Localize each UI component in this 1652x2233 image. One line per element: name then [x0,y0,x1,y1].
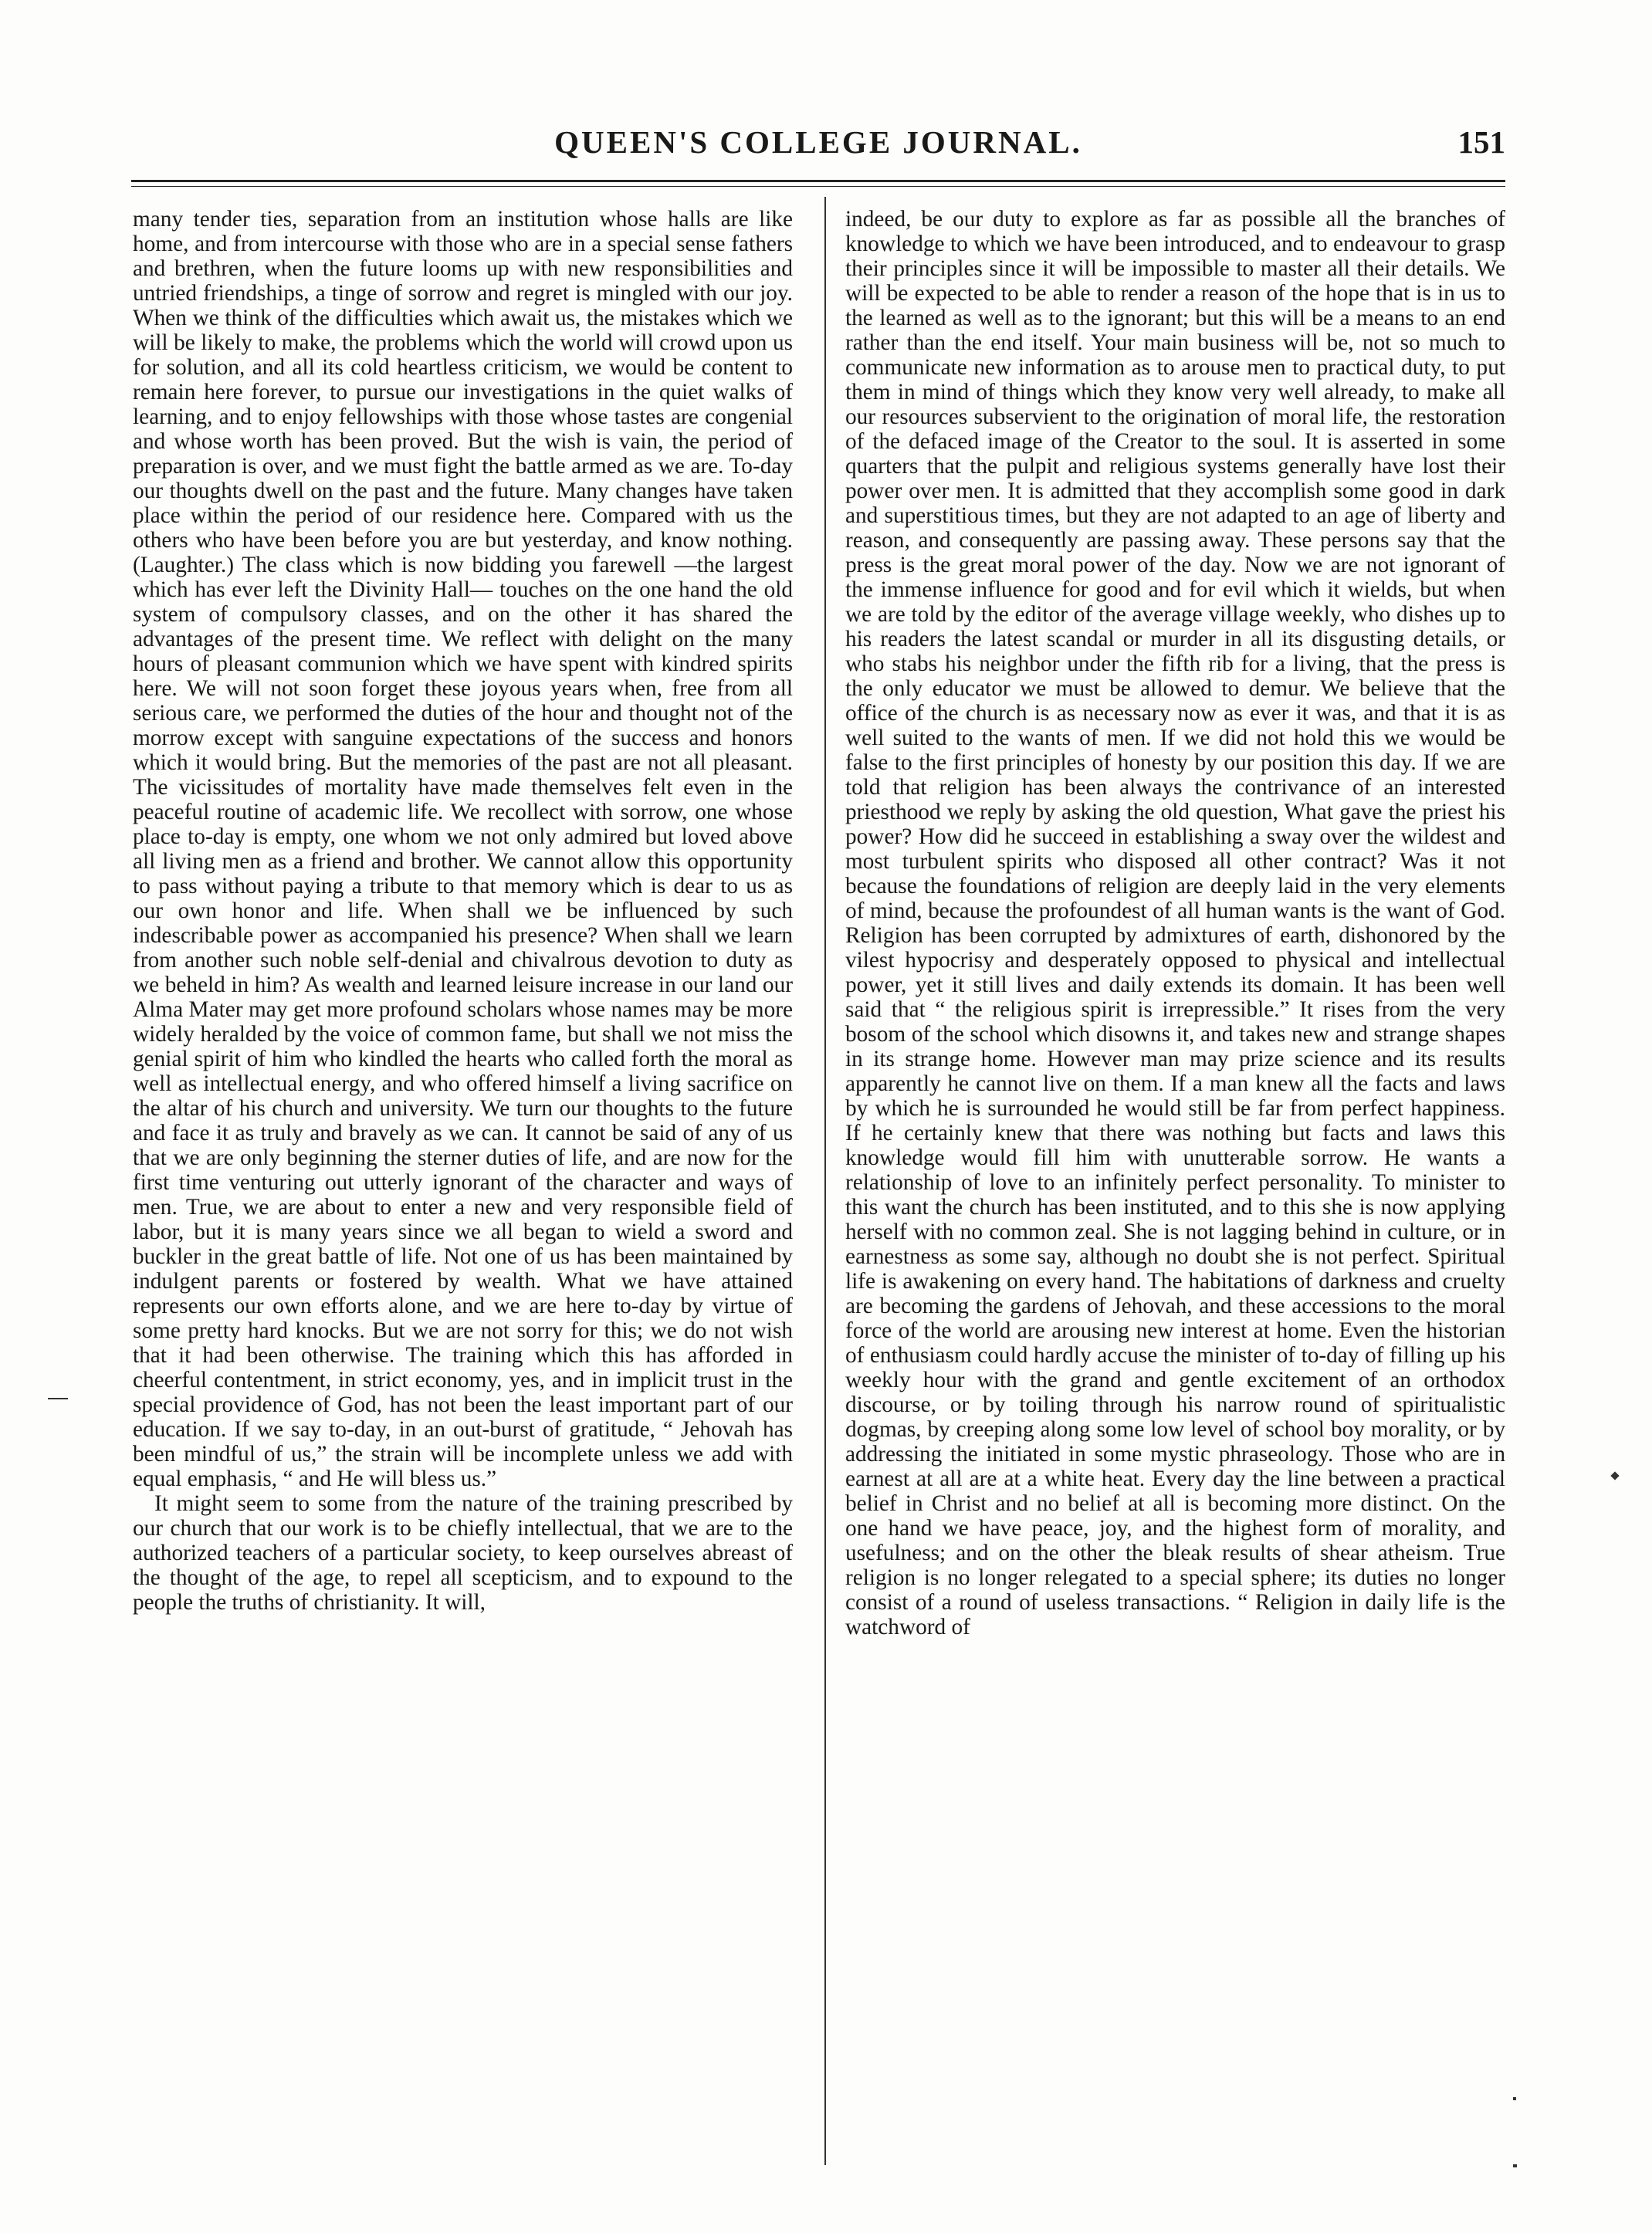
speck-2 [48,1398,68,1399]
right-paragraph-1: indeed, be our duty to explore as far as possible all the branches of knowledge to which we have been introduced, and to endeavour to grasp their principles since it will be impossible to master all their details. We will be expected to be able to render a reason of the hope that is in us to the learned as well as to the ignorant; but this will be a means to an end rather than the end itself. Your main business will be, not so much to communicate new information as to arouse men to practical duty, to put them in mind of things which they know very well already, to make all our resources subservient to the origination of moral life, the restoration of the defaced image of the Creator to the soul. It is asserted in some quarters that the pulpit and religious systems generally have lost their power over men. It is admitted that they accomplish some good in dark and superstitious times, but they are not adapted to an age of liberty and reason, and consequently are passing away. These persons say that the press is the great moral power of the day. Now we are not ignorant of the immense influence for good and for evil which it wields, but when we are told by the editor of the average village weekly, who dishes up to his readers the latest scandal or murder in all its disgusting details, or who stabs his neighbor under the fifth rib for a living, that the press is the only educator we must be allowed to demur. We believe that the office of the church is as necessary now as ever it was, and that it is as well suited to the wants of men. If we did not hold this we would be false to the first principles of honesty by our position this day. If we are told that religion has been always the contrivance of an interested priesthood we reply by asking the old question, What gave the priest his power? How did he succeed in establishing a sway over the wildest and most turbulent spirits who disposed all other contract? Was it not because the foundations of religion are deeply laid in the very elements of mind, because the profoundest of all human wants is the want of God. Religion has been corrupted by admixtures of earth, dishonored by the vilest hypocrisy and desperately opposed to physical and intellectual power, yet it still lives and daily extends its domain. It has been well said that “ the religious spirit is irrepressible.” It rises from the very bosom of the school which disowns it, and takes new and strange shapes in its strange home. However man may prize science and its results apparently he cannot live on them. If a man knew all the facts and laws by which he is surrounded he would still be far from perfect happiness. If he certainly knew that there was nothing but facts and laws this knowledge would fill him with unutterable sorrow. He wants a relationship of love to an infinitely perfect personality. To minister to this want the church has been instituted, and to this she is now applying herself with no common zeal. She is not lagging behind in culture, or in earnestness as some say, although no doubt she is not perfect. Spiritual life is awakening on every hand. The habitations of darkness and cruelty are becoming the gardens of Jehovah, and these accessions to the moral force of the world are arousing new interest at home. Even the historian of enthusiasm could hardly accuse the minister of to-day of filling up his weekly hour with the grand and gentle excitement of an orthodox discourse, or by toiling through his narrow round of spiritualistic dogmas, by creeping along some low level of school boy morality, or by addressing the initiated in some mystic phraseology. Those who are in earnest at all are at a white heat. Every day the line between a practical belief in Christ and no belief at all is becoming more distinct. On the one hand we have peace, joy, and the highest form of morality, and usefulness; and on the other the bleak results of shear atheism. True religion is no longer relegated to a special sphere; its duties no longer consist of a round of useless transactions. “ Religion in daily life is the watchword of [845,207,1505,1639]
journal-title: QUEEN'S COLLEGE JOURNAL. [554,124,1082,160]
header-rule-thick [131,180,1505,182]
speck-1 [1610,1471,1619,1480]
page-number: 151 [1457,124,1505,160]
column-divider [824,197,826,2165]
right-column [845,207,1505,2144]
left-paragraph-1: many tender ties, separation from an institution whose halls are like home, and from intercourse with those who are in a special sense fathers and brethren, when the future looms up with new responsibilities and untried friendships, a tinge of sorrow and regret is mingled with our joy. When we think of the difficulties which await us, the mistakes which we will be likely to make, the problems which the world will crowd upon us for solution, and all its cold heartless criticism, we would be content to remain here forever, to pursue our investigations in the quiet walks of learning, and to enjoy fellowships with those whose tastes are congenial and whose worth has been proved. But the wish is vain, the period of preparation is over, and we must fight the battle armed as we are. To-day our thoughts dwell on the past and the future. Many changes have taken place within the period of our residence here. Compared with us the others who have been before you are but yesterday, and know nothing. (Laughter.) The class which is now bidding you farewell —the largest which has ever left the Divinity Hall— touches on the one hand the old system of compulsory classes, and on the other it has shared the advantages of the present time. We reflect with delight on the many hours of pleasant communion which we have spent with kindred spirits here. We will not soon forget these joyous years when, free from all serious care, we performed the duties of the hour and thought not of the morrow except with sanguine expectations of the success and honors which it would bring. But the memories of the past are not all pleasant. The vicissitudes of mortality have made themselves felt even in the peaceful routine of academic life. We recollect with sorrow, one whose place to-day is empty, one whom we not only admired but loved above all living men as a friend and brother. We cannot allow this opportunity to pass without paying a tribute to that memory which is dear to us as our own honor and life. When shall we be influenced by such indescribable power as accompanied his presence? When shall we learn from another such noble self-denial and chivalrous devotion to duty as we beheld in him? As wealth and learned leisure increase in our land our Alma Mater may get more profound scholars whose names may be more widely heralded by the voice of common fame, but shall we not miss the genial spirit of him who kindled the hearts who called forth the moral as well as intellectual energy, and who offered himself a living sacrifice on the altar of his church and university. We turn our thoughts to the future and face it as truly and bravely as we can. It cannot be said of any of us that we are only beginning the sterner duties of life, and are now for the first time venturing out utterly ignorant of the character and ways of men. True, we are about to enter a new and very responsible field of labor, but it is many years since we all began to wield a sword and buckler in the great battle of life. Not one of us has been maintained by indulgent parents or fostered by wealth. What we have attained represents our own efforts alone, and we are here to-day by virtue of some pretty hard knocks. But we are not sorry for this; we do not wish that it had been otherwise. The training which this has afforded in cheerful contentment, in strict economy, yes, and in implicit trust in the special providence of God, has not been the least important part of our education. If we say to-day, in an out-burst of gratitude, “ Jehovah has been mindful of us,” the strain will be incomplete unless we add with equal emphasis, “ and He will bless us.” [133,207,793,1491]
header-rule-thin [131,186,1505,187]
speck-4 [1513,2164,1517,2167]
speck-3 [1513,2097,1516,2100]
page-header [131,123,1505,178]
left-paragraph-2: It might seem to some from the nature of the training prescribed by our church that our work is to be chiefly intellectual, that we are to the authorized teachers of a particular society, to keep ourselves abreast of the thought of the age, to repel all scepticism, and to expound to the people the truths of christianity. It will, [133,1491,793,1615]
left-column [133,207,793,2144]
